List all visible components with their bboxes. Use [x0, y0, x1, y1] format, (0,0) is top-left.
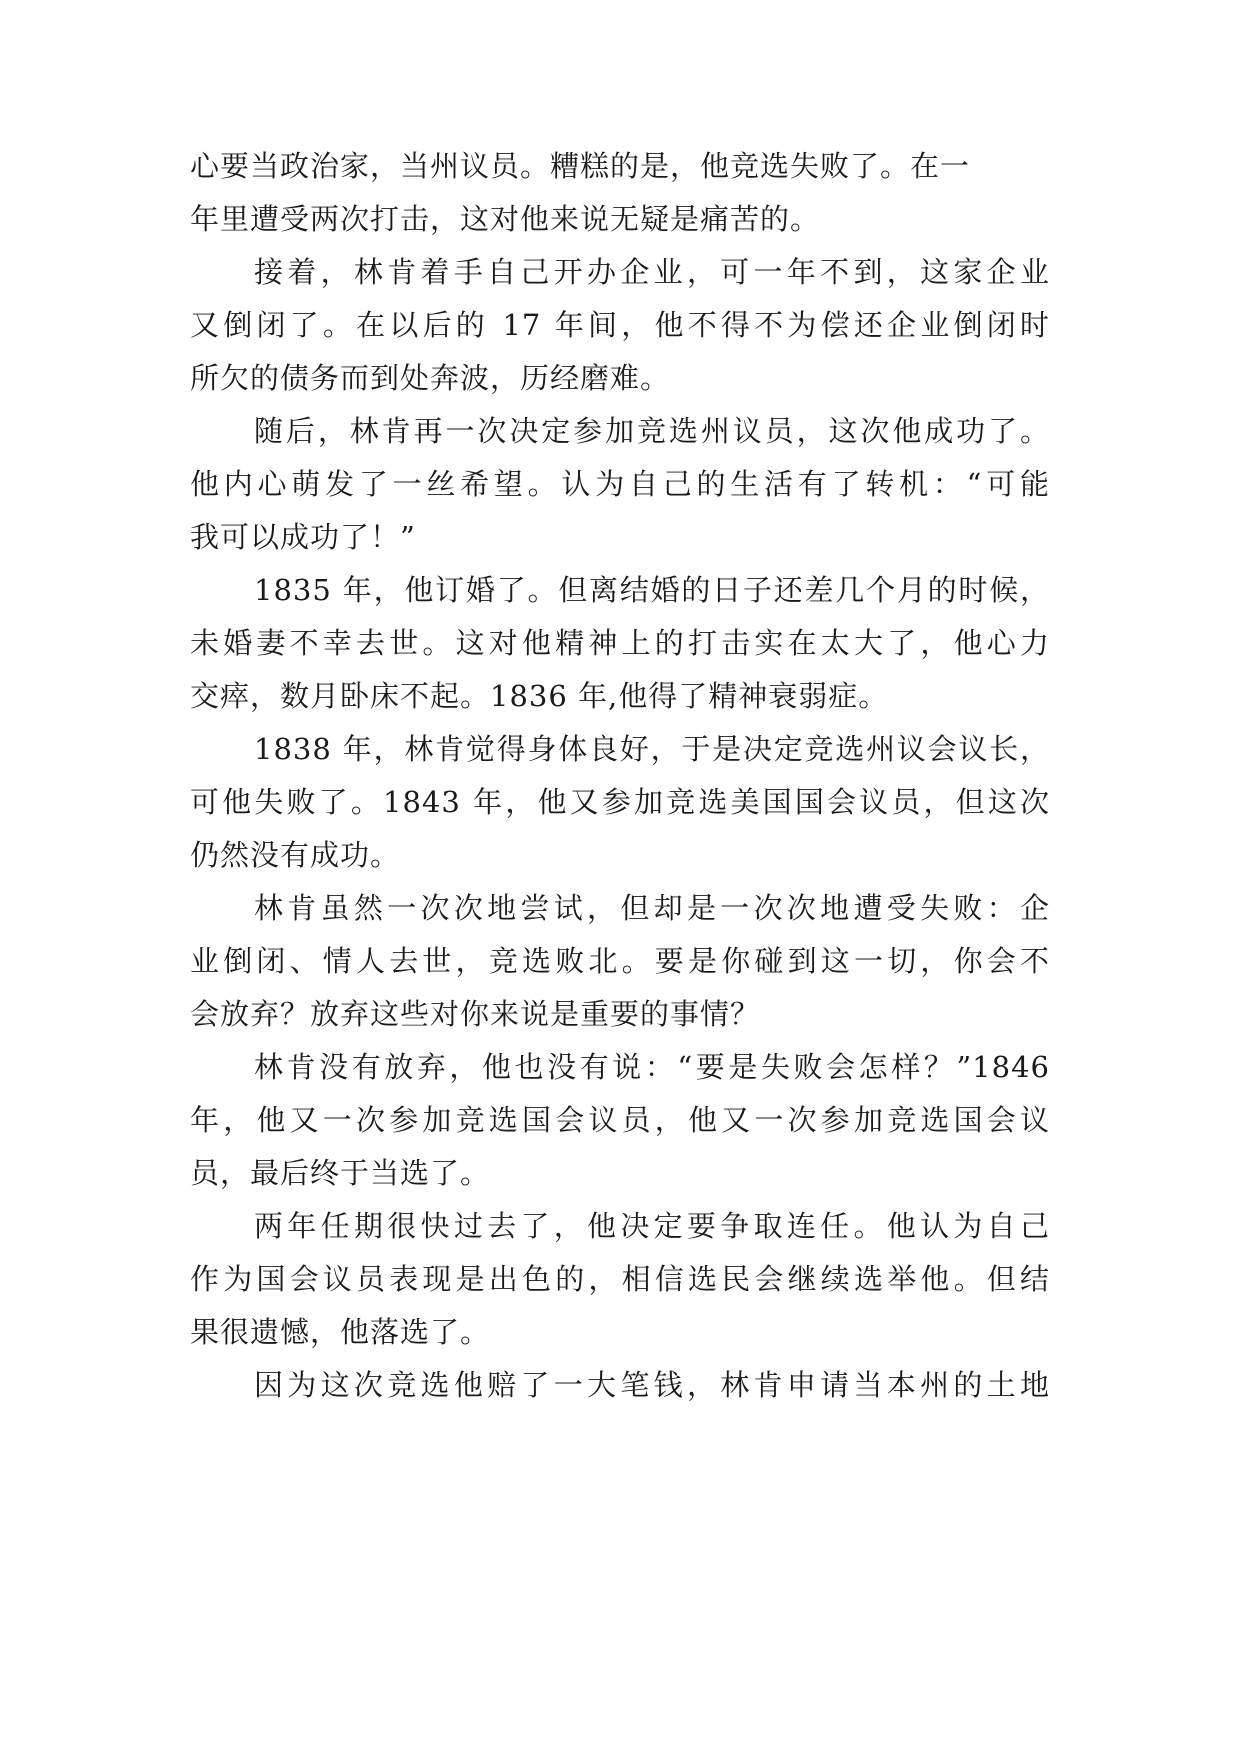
paragraph-2-line-2: 又倒闭了。在以后的 17 年间，他不得不为偿还企业倒闭时 — [190, 308, 1050, 342]
paragraph-6-line-2: 业倒闭、情人去世，竞选败北。要是你碰到这一切，你会不 — [190, 944, 1050, 978]
paragraph-2-line-1: 接着，林肯着手自己开办企业，可一年不到，这家企业 — [254, 255, 1050, 289]
paragraph-6-line-3: 会放弃？放弃这些对你来说是重要的事情？ — [190, 997, 761, 1031]
paragraph-6-line-1: 林肯虽然一次次地尝试，但却是一次次地遭受失败：企 — [254, 891, 1050, 925]
paragraph-3-line-1: 随后，林肯再一次决定参加竞选州议员，这次他成功了。 — [254, 414, 1050, 448]
paragraph-3-line-2: 他内心萌发了一丝希望。认为自己的生活有了转机：“可能 — [190, 467, 1050, 501]
paragraph-1-line-1: 心要当政治家，当州议员。糟糕的是，他竞选失败了。在一 — [190, 149, 971, 183]
paragraph-4-line-1: 1835 年，他订婚了。但离结婚的日子还差几个月的时候， — [254, 573, 1050, 607]
paragraph-3-line-3: 我可以成功了！” — [190, 520, 416, 554]
paragraph-4-line-2: 未婚妻不幸去世。这对他精神上的打击实在太大了，他心力 — [190, 626, 1050, 660]
paragraph-7-line-3: 员，最后终于当选了。 — [190, 1156, 491, 1190]
paragraph-5-line-2: 可他失败了。1843 年，他又参加竞选美国国会议员，但这次 — [190, 785, 1050, 819]
paragraph-8-line-1: 两年任期很快过去了，他决定要争取连任。他认为自己 — [254, 1209, 1050, 1243]
paragraph-5-line-1: 1838 年，林肯觉得身体良好，于是决定竞选州议会议长， — [254, 732, 1050, 766]
paragraph-7-line-1: 林肯没有放弃，他也没有说：“要是失败会怎样？”1846 — [254, 1050, 1050, 1084]
paragraph-8-line-3: 果很遗憾，他落选了。 — [190, 1315, 491, 1349]
paragraph-4-line-3: 交瘁，数月卧床不起。1836 年,他得了精神衰弱症。 — [190, 679, 889, 713]
paragraph-1-line-2: 年里遭受两次打击，这对他来说无疑是痛苦的。 — [190, 202, 821, 236]
paragraph-9-line-1: 因为这次竞选他赔了一大笔钱，林肯申请当本州的土地 — [254, 1368, 1050, 1402]
paragraph-5-line-3: 仍然没有成功。 — [190, 838, 401, 872]
paragraph-8-line-2: 作为国会议员表现是出色的，相信选民会继续选举他。但结 — [190, 1262, 1050, 1296]
paragraph-7-line-2: 年，他又一次参加竞选国会议员，他又一次参加竞选国会议 — [190, 1103, 1050, 1137]
paragraph-2-line-3: 所欠的债务而到处奔波，历经磨难。 — [190, 361, 671, 395]
